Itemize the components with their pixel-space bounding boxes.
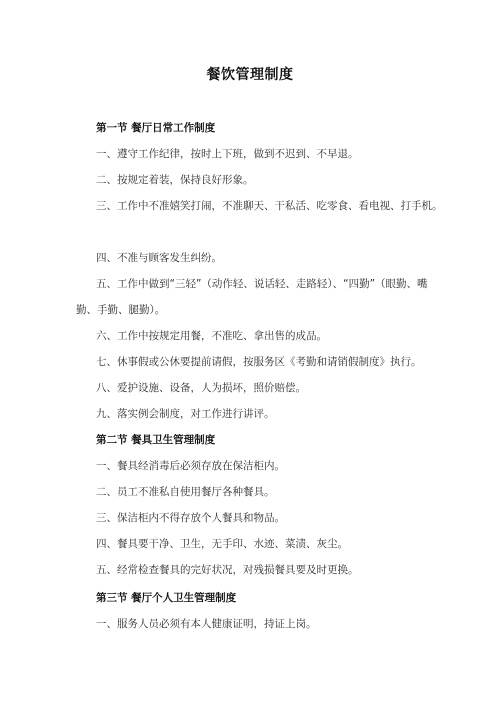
section-heading: 第一节 餐厅日常工作制度 xyxy=(96,122,216,134)
paragraph: 八、爱护设施、设备，人为损坏，照价赔偿。 xyxy=(96,382,306,394)
document-title: 餐饮管理制度 xyxy=(206,67,294,83)
paragraph: 七、休事假或公休要提前请假，按服务区《考勤和请销假制度》执行。 xyxy=(96,356,422,368)
paragraph: 五、经常检查餐具的完好状况，对残损餐具要及时更换。 xyxy=(96,564,359,576)
paragraph-wrapped: 五、工作中做到“三轻”（动作轻、说话轻、走路轻）、“四勤”（眼勤、嘴勤、手勤、腿勤）。 xyxy=(76,278,428,316)
paragraph: 二、员工不准私自使用餐厅各种餐具。 xyxy=(96,486,275,498)
paragraph: 一、餐具经消毒后必须存放在保洁柜内。 xyxy=(96,460,285,472)
paragraph: 二、按规定着装，保持良好形象。 xyxy=(96,174,254,186)
paragraph: 四、不准与顾客发生纠纷。 xyxy=(96,252,222,264)
paragraph: 三、工作中不准嬉笑打闹，不准聊天、干私活、吃零食、看电视、打手机。 xyxy=(96,200,443,212)
section-heading: 第三节 餐厅个人卫生管理制度 xyxy=(96,592,237,604)
paragraph: 四、餐具要干净、卫生，无手印、水迹、菜渍、灰尘。 xyxy=(96,538,348,550)
paragraph: 一、遵守工作纪律，按时上下班，做到不迟到、不早退。 xyxy=(96,148,359,160)
paragraph: 三、保洁柜内不得存放个人餐具和物品。 xyxy=(96,512,285,524)
paragraph: 六、工作中按规定用餐，不准吃、拿出售的成品。 xyxy=(96,330,327,342)
paragraph: 一、服务人员必须有本人健康证明，持证上岗。 xyxy=(96,618,317,630)
section-heading: 第二节 餐具卫生管理制度 xyxy=(96,434,216,446)
paragraph: 九、落实例会制度，对工作进行讲评。 xyxy=(96,408,275,420)
